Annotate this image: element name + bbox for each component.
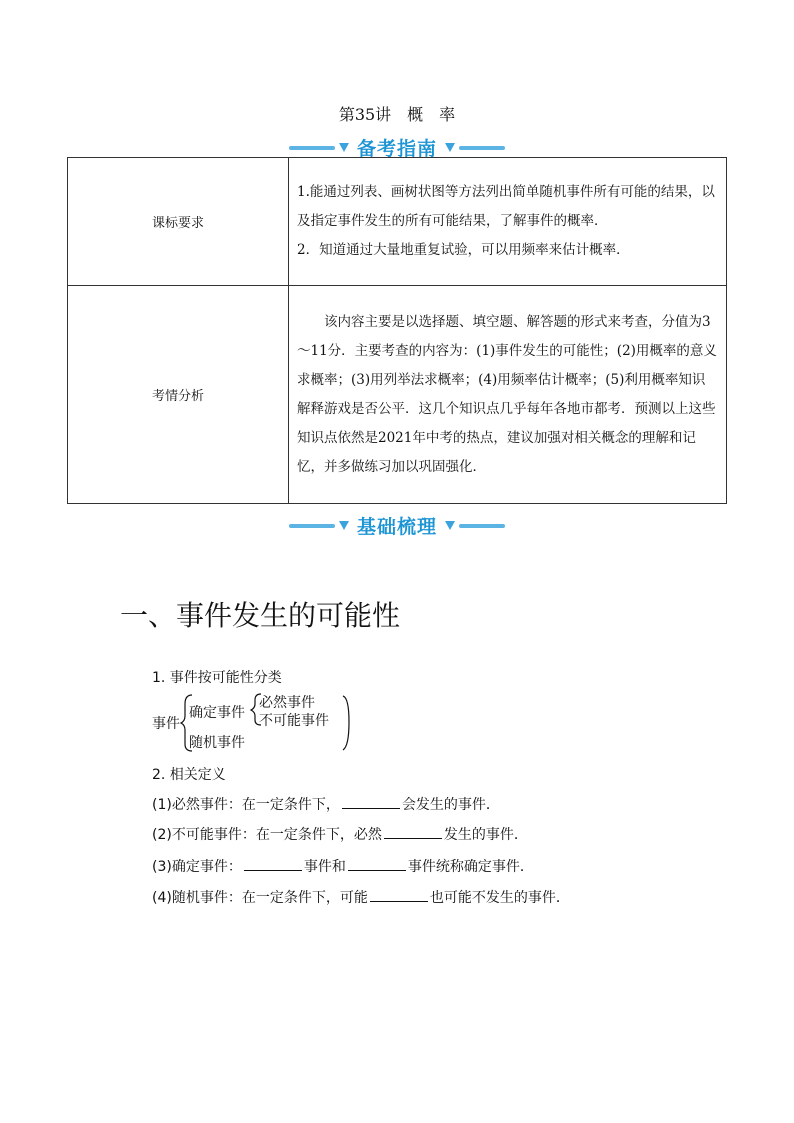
table-row-analysis bbox=[68, 286, 727, 504]
definition-4-text-end: 也可能不发生的事件． bbox=[429, 890, 570, 906]
definition-2 bbox=[152, 824, 528, 844]
triangle-down-icon bbox=[445, 521, 455, 530]
subheading-classification: 1. 事件按可能性分类 bbox=[152, 670, 282, 686]
analysis-label: 考情分析 bbox=[68, 286, 289, 504]
tree-deterministic: 确定事件 bbox=[189, 705, 245, 721]
definition-1-text-end: 会发生的事件． bbox=[401, 797, 500, 813]
analysis-content bbox=[289, 286, 727, 504]
definition-3-text: (3)确定事件： bbox=[152, 859, 242, 875]
answer-blank[interactable] bbox=[342, 807, 400, 809]
standards-line-2: 2．知道通过大量地重复试验，可以用频率来估计概率． bbox=[297, 242, 630, 258]
standards-line-1: 1.能通过列表、画树状图等方法列出简单随机事件所有可能的结果，以及指定事件发生的所有可能结果，了解事件的概率． bbox=[297, 184, 715, 229]
definition-1-text: (1)必然事件：在一定条件下， bbox=[152, 797, 340, 813]
classification-tree bbox=[152, 692, 372, 754]
triangle-down-icon bbox=[339, 143, 349, 152]
subheading-definitions: 2. 相关定义 bbox=[152, 767, 226, 783]
definition-4-text: (4)随机事件：在一定条件下，可能 bbox=[152, 890, 368, 906]
definition-2-text-end: 发生的事件． bbox=[443, 827, 528, 843]
banner-basics-text: 基础梳理 bbox=[356, 516, 437, 538]
banner-bar-left bbox=[289, 146, 335, 150]
analysis-text: 该内容主要是以选择题、填空题、解答题的形式来考查，分值为3～11分．主要考查的内容为：(1)事件发生的可能性；(2)用概率的意义求概率；(3)用列举法求概率；(4)用频率估计概率；(5)利用概率知识解释游戏是否公平．这几个知识点几乎每年各地市都考．预测以上这些知识点依然是2021年中考的热点，建议加强对相关概念的理解和记忆，并多做练习加以巩固强化． bbox=[297, 313, 717, 475]
section-heading: 一、事件发生的可能性 bbox=[120, 599, 401, 632]
definition-1 bbox=[152, 794, 500, 814]
banner-guide-text: 备考指南 bbox=[356, 138, 437, 160]
banner-bar-left bbox=[289, 524, 335, 528]
table-row-standards bbox=[68, 158, 727, 286]
answer-blank[interactable] bbox=[384, 837, 442, 839]
standards-content bbox=[289, 158, 727, 286]
guide-table bbox=[67, 157, 727, 504]
tree-root: 事件 bbox=[152, 716, 180, 732]
banner-bar-right bbox=[459, 524, 505, 528]
page-title: 第35讲 概 率 bbox=[338, 105, 456, 124]
answer-blank[interactable] bbox=[370, 900, 428, 902]
standards-label: 课标要求 bbox=[68, 158, 289, 286]
answer-blank[interactable] bbox=[348, 869, 406, 871]
definition-3-text-mid: 事件和 bbox=[303, 859, 346, 875]
triangle-down-icon bbox=[339, 521, 349, 530]
triangle-down-icon bbox=[445, 143, 455, 152]
definition-4 bbox=[152, 887, 570, 907]
banner-bar-right bbox=[459, 146, 505, 150]
definition-3-text-end: 事件统称确定事件． bbox=[407, 859, 534, 875]
tree-random: 随机事件 bbox=[189, 735, 245, 751]
definition-2-text: (2)不可能事件：在一定条件下，必然 bbox=[152, 827, 382, 843]
tree-impossible: 不可能事件 bbox=[259, 713, 329, 729]
answer-blank[interactable] bbox=[244, 869, 302, 871]
banner-basics bbox=[0, 512, 794, 539]
tree-certain: 必然事件 bbox=[259, 695, 315, 711]
definition-3 bbox=[152, 856, 534, 876]
